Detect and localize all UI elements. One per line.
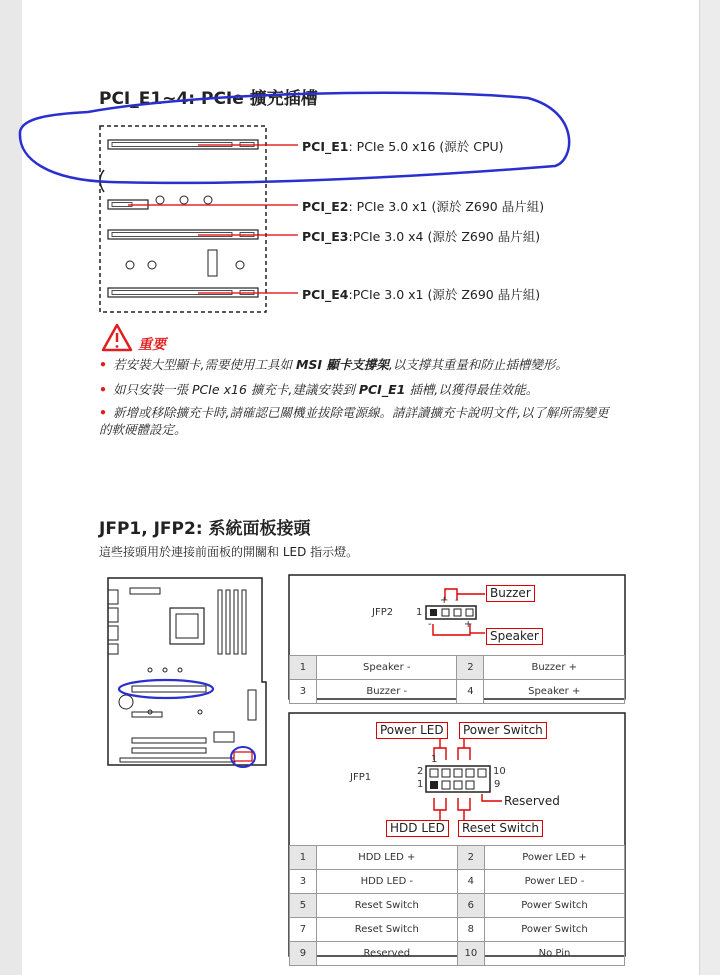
jfp2-plus-bottom: + [464,619,473,630]
pin-function: Buzzer + [484,656,625,680]
pin-number: 3 [290,870,317,894]
table-row [290,894,625,918]
jfp1-pin-1: 1 [417,779,424,790]
jfp1-pin-table [289,845,625,966]
table-row [290,846,625,870]
pin-function: Reserved [316,942,457,966]
reset-switch-tag: Reset Switch [458,820,543,837]
pin-number: 2 [457,656,484,680]
pin-number: 2 [457,846,484,870]
jfp-subtitle: 這些接頭用於連接前面板的開關和 LED 指示燈。 [99,545,359,559]
pcie-heading: PCI_E1~4: PCIe 擴充插槽 [99,89,318,109]
table-row [290,870,625,894]
pin-function: Power LED + [484,846,624,870]
table-row [290,918,625,942]
pin-function: Speaker - [316,656,457,680]
pin-function: HDD LED + [316,846,457,870]
pin-function: Buzzer - [316,680,457,704]
pcie-e1-label: PCI_E1: PCIe 5.0 x16 (源於 CPU) [302,139,504,154]
jfp2-pin-one: 1 [416,607,423,618]
pin-number: 8 [457,918,484,942]
hdd-led-tag: HDD LED [386,820,449,837]
bullet-1: • 若安裝大型顯卡,需要使用工具如 MSI 顯卡支撐架,以支撐其重量和防止插槽變形。 [99,357,568,372]
pin-number: 6 [457,894,484,918]
jfp-heading: JFP1, JFP2: 系統面板接頭 [99,519,311,539]
power-led-tag: Power LED [376,722,448,739]
pcie-e3-label: PCI_E3:PCIe 3.0 x4 (源於 Z690 晶片組) [302,229,541,244]
pin-function: HDD LED - [316,870,457,894]
pin-function: No Pin [484,942,624,966]
jfp1-label: JFP1 [350,772,372,783]
pin-number: 1 [290,846,317,870]
pin-number: 1 [290,656,317,680]
jfp2-minus: - [455,595,459,606]
jfp2-label: JFP2 [372,607,394,618]
jfp2-plus: + [440,595,449,606]
bullet-3: • 新增或移除擴充卡時,請確認已關機並拔除電源線。請詳讀擴充卡說明文件,以了解所需變更的軟硬體設定。 [99,405,609,437]
pin-number: 5 [290,894,317,918]
pcie-e2-label: PCI_E2: PCIe 3.0 x1 (源於 Z690 晶片組) [302,199,545,214]
jfp1-pin-2: 2 [417,766,424,777]
pin-function: Reset Switch [316,918,457,942]
pin-number: 4 [457,680,484,704]
pin-function: Power Switch [484,918,624,942]
jfp1-pin-10: 10 [493,766,506,777]
pin-number: 7 [290,918,317,942]
pin-number: 4 [457,870,484,894]
buzzer-tag: Buzzer [486,585,535,602]
speaker-tag: Speaker [486,628,543,645]
pin-number: 10 [457,942,484,966]
jfp1-plus-1: 1 [431,754,438,765]
pin-function: Power Switch [484,894,624,918]
important-label: 重要 [138,337,166,353]
pin-function: Reset Switch [316,894,457,918]
pin-function: Power LED - [484,870,624,894]
pcie-e4-label: PCI_E4:PCIe 3.0 x1 (源於 Z690 晶片組) [302,287,541,302]
table-row [290,942,625,966]
reserved-label: Reserved [504,794,560,808]
pin-function: Speaker + [484,680,625,704]
pin-number: 9 [290,942,317,966]
jfp1-pin-9: 9 [494,779,501,790]
jfp2-minus-bottom: - [428,619,432,630]
bullet-2: • 如只安裝一張 PCIe x16 擴充卡,建議安裝到 PCI_E1 插槽,以獲得最佳效能。 [99,382,539,397]
pin-number: 3 [290,680,317,704]
power-switch-tag: Power Switch [459,722,547,739]
